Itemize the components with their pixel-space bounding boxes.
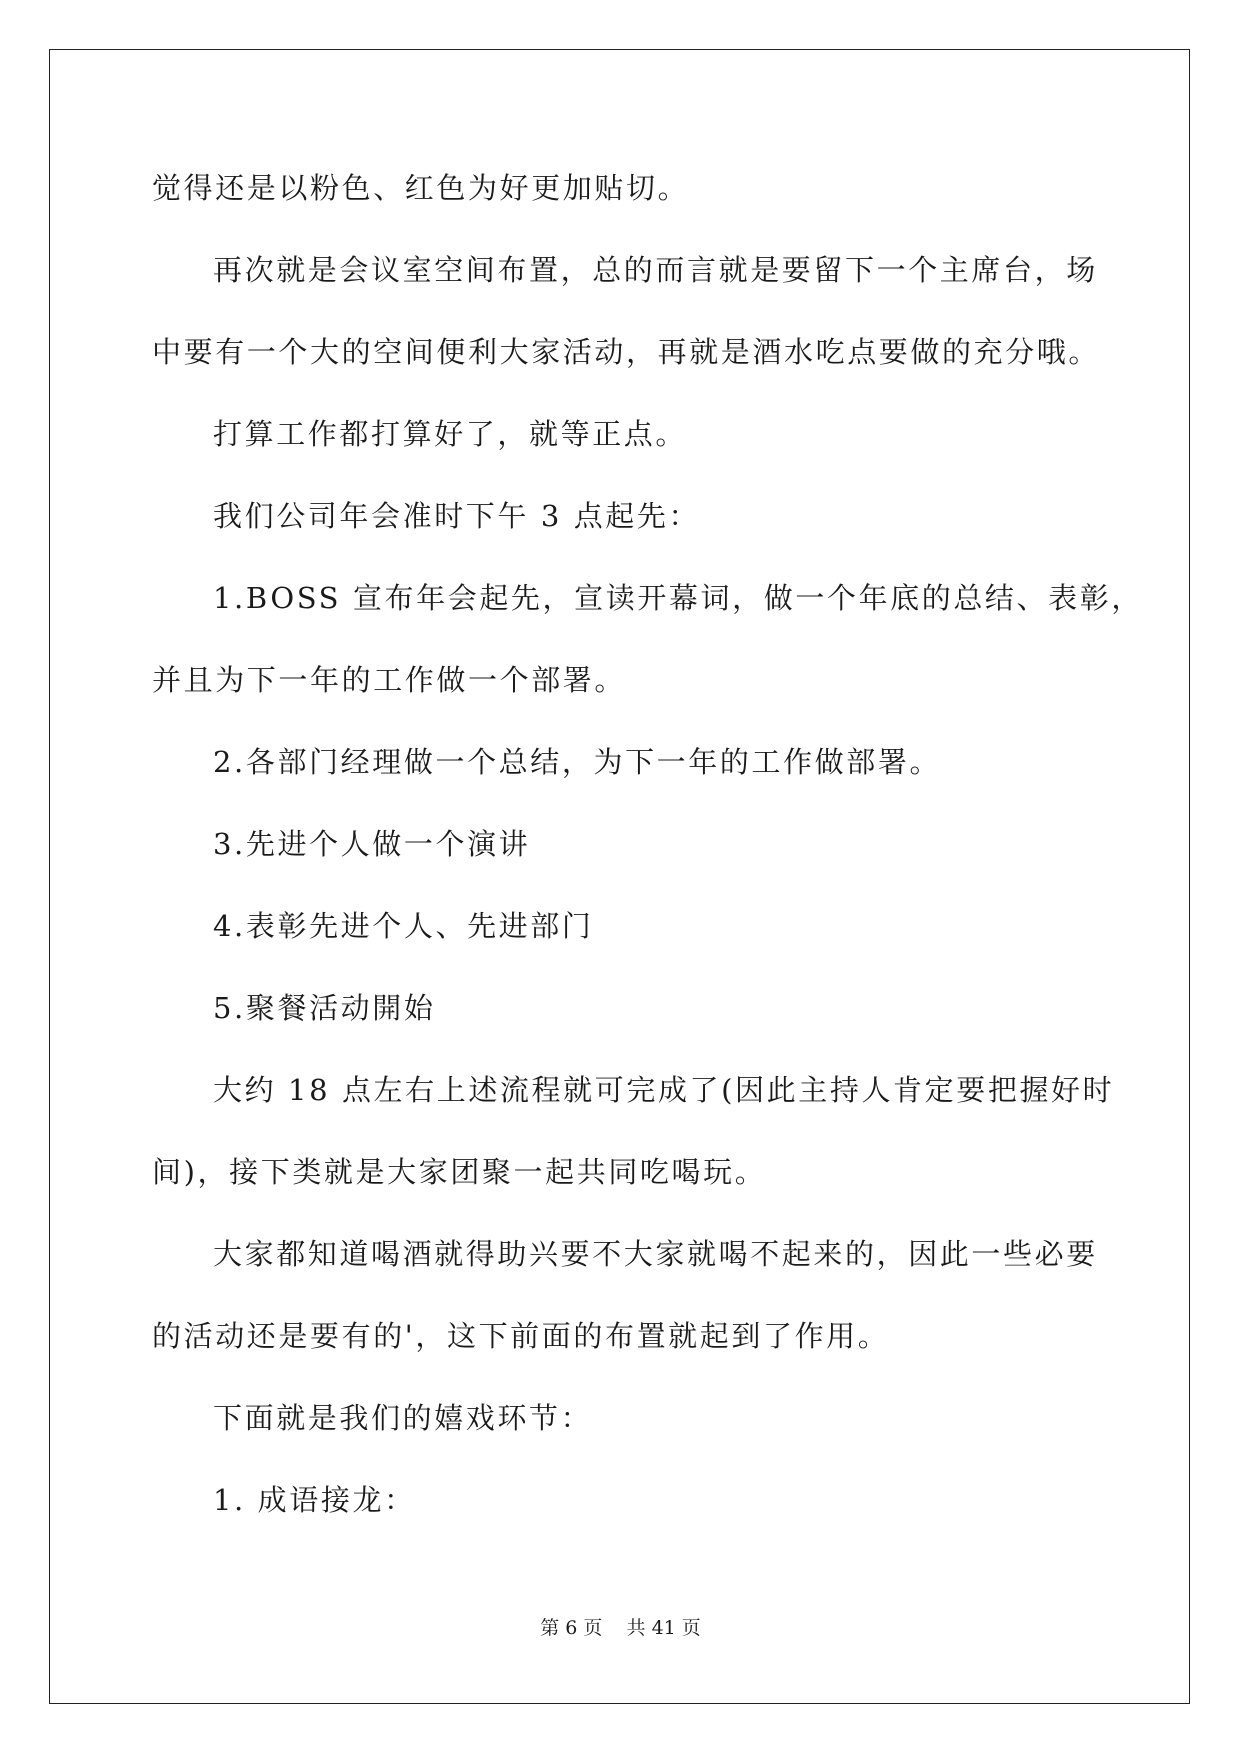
- text-line-1: 觉得还是以粉色、红色为好更加贴切。: [152, 171, 690, 205]
- text-line-7: 并且为下一年的工作做一个部署。: [152, 663, 627, 697]
- text-line-6: 1.BOSS 宣布年会起先，宣读开幕词，做一个年底的总结、表彰，: [213, 581, 1143, 615]
- text-line-12: 大约 18 点左右上述流程就可完成了(因此主持人肯定要把握好时: [213, 1073, 1115, 1107]
- text-line-13: 间)，接下类就是大家团聚一起共同吃喝玩。: [152, 1155, 767, 1189]
- text-line-9: 3.先进个人做一个演讲: [213, 827, 531, 861]
- text-line-8: 2.各部门经理做一个总结，为下一年的工作做部署。: [213, 745, 942, 779]
- text-line-17: 1. 成语接龙：: [213, 1483, 416, 1517]
- text-line-15: 的活动还是要有的'，这下前面的布置就起到了作用。: [152, 1319, 890, 1353]
- text-line-2: 再次就是会议室空间布置，总的而言就是要留下一个主席台，场: [213, 253, 1098, 287]
- page-footer: 第 6 页 共 41 页: [540, 1617, 701, 1639]
- page-border: [49, 49, 1190, 1704]
- text-line-11: 5.聚餐活动開始: [213, 991, 436, 1025]
- text-line-4: 打算工作都打算好了，就等正点。: [213, 417, 688, 451]
- text-line-10: 4.表彰先进个人、先进部门: [213, 909, 594, 943]
- text-line-3: 中要有一个大的空间便利大家活动，再就是酒水吃点要做的充分哦。: [152, 335, 1101, 369]
- text-line-14: 大家都知道喝酒就得助兴要不大家就喝不起来的，因此一些必要: [213, 1237, 1098, 1271]
- text-line-5: 我们公司年会准时下午 3 点起先：: [213, 499, 701, 533]
- text-line-16: 下面就是我们的嬉戏环节：: [213, 1401, 593, 1435]
